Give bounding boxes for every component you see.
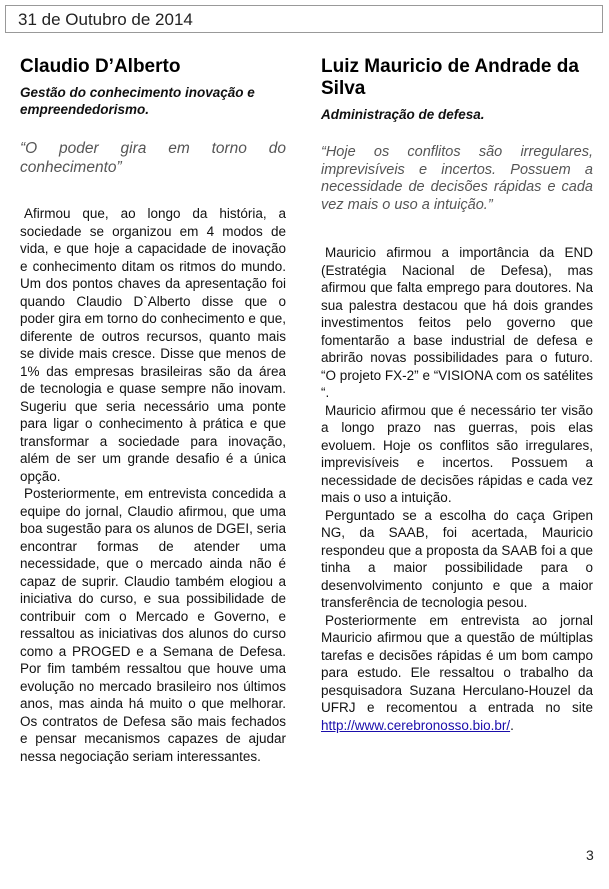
speaker-quote: “Hoje os conflitos são irregulares, imprevisíveis e incertos. Possuem a necessidade de decisões rápidas e cada vez mais o uso a intuição.” <box>321 144 593 213</box>
speaker-quote: “O poder gira em torno do conhecimento” <box>20 140 286 176</box>
article-right-column <box>321 56 593 734</box>
body-paragraph: Mauricio afirmou que é necessário ter visão a longo prazo nas guerras, pois elas evoluem. Hoje os conflitos são irregulares, imprevisíveis e incertos. Possuem a necessidade de decisões rápidas e cada vez mais o uso a intuição. <box>321 402 593 505</box>
article-body <box>20 205 286 765</box>
link-suffix: . <box>510 717 514 733</box>
article-body <box>321 244 593 734</box>
date-header <box>5 5 603 33</box>
speaker-topic: Administração de defesa. <box>321 107 485 122</box>
body-paragraph: Afirmou que, ao longo da história, a sociedade se organizou em 4 modos de vida, e que hoje a capacidade de inovação e conhecimento ditam os ritmos do mundo. Um dos pontos chaves da apresentação foi quando Claudio D`Alberto disse que o poder gira em torno do conhecimento e que, diferente de outros recursos, quanto mais se divide mais cresce. Disse que menos de 1% das empresas brasileiras são da área de tecnologia e quase sempre não inovam. Sugeriu que seria necessário uma ponte para ligar o conhecimento à prática e que transformar a sociedade para inovação, além de ser um grande desafio é a única opção. <box>20 206 286 484</box>
speaker-name: Luiz Mauricio de Andrade da Silva <box>321 56 579 99</box>
article-left-column <box>20 56 286 765</box>
body-paragraph-last <box>321 612 593 735</box>
issue-date: 31 de Outubro de 2014 <box>18 10 193 29</box>
page-number: 3 <box>586 847 594 863</box>
speaker-name: Claudio D’Alberto <box>20 56 181 77</box>
body-paragraph: Posteriormente, em entrevista concedida a equipe do jornal, Claudio afirmou, que uma boa sugestão para os alunos de DGEI, seria encontrar formas de atender uma necessidade, que o mercado ainda não é capaz de suprir. Claudio também elogiou a iniciativa do curso, e sua possibilidade de contribuir com o Mercado e Governo, e ressaltou as iniciativas dos alunos do curso como a PROGED e a Semana de Defesa. Por fim também ressaltou que houve uma evolução no mercado brasileiro nos últimos anos, mas ainda há muito o que melhorar. Os contratos de Defesa são mais fechados e pensar mecanismos capazes de ajudar nessa negociação seriam interessantes. <box>20 486 286 764</box>
body-paragraph-text: Posteriormente em entrevista ao jornal Mauricio afirmou que a questão de múltiplas tarefas e decisões rápidas é um bom campo para estudo. Ele ressaltou o trabalho da pesquisadora Suzana Herculano-Houzel da UFRJ e recomentou a entrada no site <box>321 612 593 715</box>
website-link[interactable]: http://www.cerebronosso.bio.br/ <box>321 717 511 733</box>
body-paragraph: Mauricio afirmou a importância da END (Estratégia Nacional de Defesa), mas afirmou que falta emprego para doutores. Na sua palestra destacou que há dois grandes investimentos feitos pelo governo que fomentarão a base industrial de defesa e abrirão novas possibilidades para o futuro. “O projeto FX-2” e “VISIONA com os satélites “. <box>321 245 593 400</box>
body-paragraph: Perguntado se a escolha do caça Gripen NG, da SAAB, foi acertada, Mauricio respondeu que a proposta da SAAB foi a que tinha a maior possibilidade para o desenvolvimento conjunto e que a maior transferência de tecnologia pesou. <box>321 507 593 610</box>
speaker-topic: Gestão do conhecimento inovação e empreendedorismo. <box>20 85 255 117</box>
